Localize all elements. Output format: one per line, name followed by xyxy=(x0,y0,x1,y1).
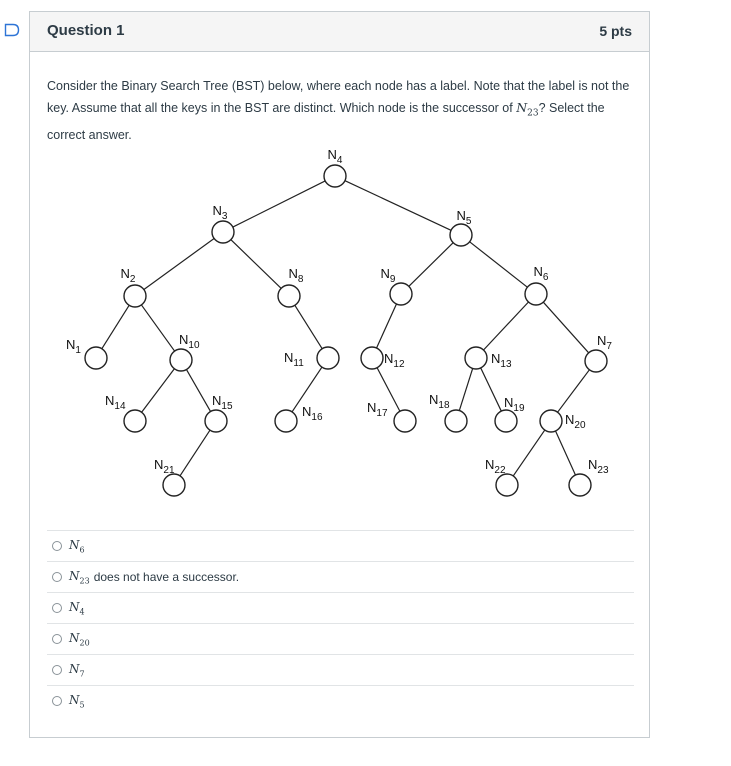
answer-node-base: N xyxy=(69,537,80,552)
tree-node-label-n9: $N_9$ xyxy=(380,266,396,285)
answer-node-sub: 7 xyxy=(79,669,85,679)
tree-node-n13 xyxy=(465,347,487,369)
tree-node-n12 xyxy=(361,347,383,369)
answer-node-sub: 6 xyxy=(79,545,85,555)
tree-node-n5 xyxy=(450,224,472,246)
tree-node-label-n16: $N_{16}$ xyxy=(302,404,323,423)
tree-node-label-n21: $N_{21}$ xyxy=(154,457,175,476)
radio-circle-icon[interactable] xyxy=(52,603,62,613)
tree-edge-n2-n10 xyxy=(141,305,174,351)
bst-diagram xyxy=(30,12,650,512)
tree-node-label-n2: $N_2$ xyxy=(120,266,136,285)
tree-node-label-n7: $N_7$ xyxy=(597,333,612,352)
tree-edge-n20-n23 xyxy=(556,431,576,475)
question-title: Question 1 xyxy=(47,22,125,39)
answer-option-1[interactable] xyxy=(47,530,634,561)
radio-circle-icon[interactable] xyxy=(52,572,62,582)
tree-node-label-n10: $N_{10}$ xyxy=(179,332,200,351)
answer-node-sub: 23 xyxy=(79,576,90,586)
radio-circle-icon[interactable] xyxy=(52,541,62,551)
tree-node-n9 xyxy=(390,283,412,305)
tree-edge-n13-n18 xyxy=(459,368,472,410)
tree-node-n17 xyxy=(394,410,416,432)
answer-node-base: N xyxy=(69,568,80,583)
tree-edge-n6-n13 xyxy=(484,302,529,350)
answer-node-label xyxy=(69,662,85,678)
tree-edge-n4-n5 xyxy=(345,181,451,231)
tree-node-n23 xyxy=(569,474,591,496)
tree-node-n1 xyxy=(85,347,107,369)
tree-node-label-n12: $N_{12}$ xyxy=(384,351,405,370)
answer-node-base: N xyxy=(69,630,80,645)
bookmark-flag-icon[interactable] xyxy=(4,22,20,38)
answer-node-sub: 5 xyxy=(79,700,85,710)
tree-edge-n8-n11 xyxy=(295,305,322,348)
tree-edge-n20-n22 xyxy=(513,430,545,476)
tree-node-label-n13: $N_{13}$ xyxy=(491,351,512,370)
question-text-before: Consider the Binary Search Tree (BST) below, where each node has a label. Note that the label is not the key. Assume that all the keys in the BST are distinct. Which node is the successor of xyxy=(47,79,630,115)
tree-edge-n9-n12 xyxy=(377,304,397,348)
tree-edge-n5-n9 xyxy=(409,243,453,287)
tree-edge-n6-n7 xyxy=(543,302,588,353)
tree-node-n15 xyxy=(205,410,227,432)
tree-node-n3 xyxy=(212,221,234,243)
tree-edge-n2-n1 xyxy=(102,305,129,348)
tree-node-n18 xyxy=(445,410,467,432)
tree-edge-n3-n2 xyxy=(144,238,214,289)
tree-node-n22 xyxy=(496,474,518,496)
tree-node-label-n8: $N_8$ xyxy=(288,266,304,285)
tree-node-n7 xyxy=(585,350,607,372)
tree-node-n11 xyxy=(317,347,339,369)
tree-edge-n12-n17 xyxy=(377,368,400,412)
tree-edge-n15-n21 xyxy=(180,430,210,476)
tree-edge-n3-n8 xyxy=(231,240,281,289)
tree-node-label-n19: $N_{19}$ xyxy=(504,395,525,414)
answer-node-sub: 4 xyxy=(79,607,85,617)
tree-node-label-n5: $N_5$ xyxy=(456,208,472,227)
tree-node-label-n6: $N_6$ xyxy=(533,264,549,283)
question-card xyxy=(29,11,650,738)
answer-node-base: N xyxy=(69,599,80,614)
tree-edge-n5-n6 xyxy=(470,242,528,287)
tree-node-n14 xyxy=(124,410,146,432)
tree-edge-n4-n3 xyxy=(233,181,325,227)
question-math-base: N xyxy=(516,100,528,115)
tree-node-n10 xyxy=(170,349,192,371)
tree-node-label-n17: $N_{17}$ xyxy=(367,400,388,419)
answer-option-4[interactable] xyxy=(47,623,634,654)
answer-node-label xyxy=(69,600,85,616)
answer-node-base: N xyxy=(69,661,80,676)
tree-edge-n7-n20 xyxy=(558,370,590,412)
tree-node-label-n18: $N_{18}$ xyxy=(429,392,450,411)
answer-node-label xyxy=(69,538,85,554)
tree-node-n2 xyxy=(124,285,146,307)
tree-node-n8 xyxy=(278,285,300,307)
tree-node-n20 xyxy=(540,410,562,432)
tree-node-label-n14: $N_{14}$ xyxy=(105,393,126,412)
radio-circle-icon[interactable] xyxy=(52,634,62,644)
tree-node-label-n1: $N_1$ xyxy=(66,337,81,356)
answer-option-2[interactable] xyxy=(47,561,634,592)
radio-circle-icon[interactable] xyxy=(52,696,62,706)
tree-node-label-n4: $N_4$ xyxy=(327,147,343,166)
answer-option-5[interactable] xyxy=(47,654,634,685)
tree-node-label-n22: $N_{22}$ xyxy=(485,457,506,476)
tree-node-n6 xyxy=(525,283,547,305)
answer-node-sub: 20 xyxy=(79,638,90,648)
question-points: 5 pts xyxy=(599,23,632,39)
answer-option-6[interactable] xyxy=(47,685,634,716)
answer-text: does not have a successor. xyxy=(93,570,240,584)
tree-node-n4 xyxy=(324,165,346,187)
radio-circle-icon[interactable] xyxy=(52,665,62,675)
tree-node-n16 xyxy=(275,410,297,432)
tree-node-label-n23: $N_{23}$ xyxy=(588,457,609,476)
tree-node-label-n15: $N_{15}$ xyxy=(212,393,233,412)
tree-edge-n10-n14 xyxy=(142,369,175,412)
tree-edge-n10-n15 xyxy=(186,370,210,412)
answer-list xyxy=(47,530,634,716)
tree-node-label-n11: $N_{11}$ xyxy=(284,350,304,369)
tree-node-label-n3: $N_3$ xyxy=(212,203,228,222)
tree-node-n21 xyxy=(163,474,185,496)
answer-node-base: N xyxy=(69,692,80,707)
tree-edge-n13-n19 xyxy=(481,368,502,411)
tree-node-label-n20: $N_{20}$ xyxy=(565,412,586,431)
answer-node-label xyxy=(69,631,90,647)
answer-option-3[interactable] xyxy=(47,592,634,623)
question-text-after: ? Select the correct answer. xyxy=(47,101,605,142)
answer-node-label xyxy=(69,569,90,585)
answer-node-label xyxy=(69,693,85,709)
question-math-sub: 23 xyxy=(527,108,539,119)
